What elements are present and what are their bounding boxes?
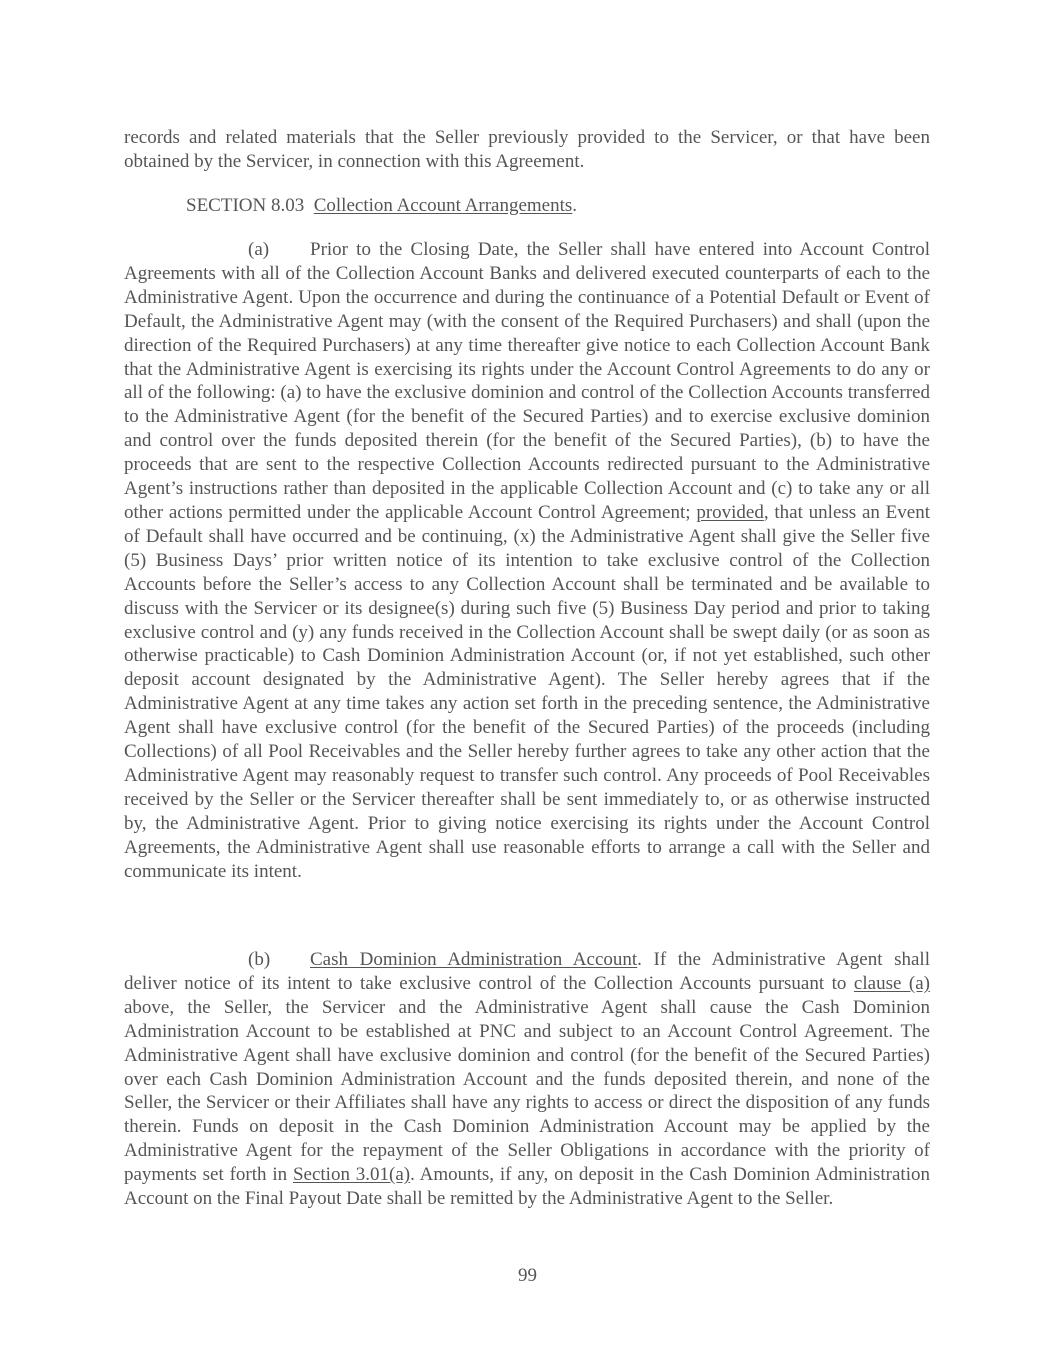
paragraph-b-heading: Cash Dominion Administration Account xyxy=(310,949,638,970)
paragraph-a-label: (a) xyxy=(248,239,270,260)
intro-paragraph: records and related materials that the Seller previously provided to the Servicer, or that have been obtained by the Servicer, in connection with this Agreement. xyxy=(124,127,930,172)
section-heading xyxy=(186,194,577,218)
paragraph-b-text-1: . If the Administrative Agent shall deliver notice of its intent to take exclusive control of the Collection Accounts pursuant to xyxy=(124,949,930,994)
section-3-01-a-reference: Section 3.01(a) xyxy=(292,1164,411,1186)
paragraph-a-text-1: Prior to the Closing Date, the Seller shall have entered into Account Control Agreements with all of the Collection Account Banks and delivered executed counterparts of each to the Administrative Agent. Upon the occurrence and during the continuance of a Potential Default or Event of Default, the Administrative Agent may (with the consent of the Required Purchasers) and shall (upon the direction of the Required Purchasers) at any time thereafter give notice to each Collection Account Bank that the Administrative Agent is exercising its rights under the Account Control Agreements to do any or all of the following: (a) to have the exclusive dominion and control of the Collection Accounts transferred to the Administrative Agent (for the benefit of the Secured Parties) and to exercise exclusive dominion and control over the funds deposited therein (for the benefit of the Secured Parties), (b) to have the proceeds that are sent to the respective Collection Accounts redirected pursuant to the Administrative Agent’s instructions rather than deposited in the applicable Collection Account and (c) to take any or all other actions permitted under the applicable Account Control Agreement; xyxy=(124,239,930,523)
section-title: Collection Account Arrangements xyxy=(313,195,573,216)
paragraph-b-label: (b) xyxy=(248,949,271,970)
paragraph-a xyxy=(124,238,930,883)
paragraph-a-text-2: , that unless an Event of Default shall have occurred and be continuing, (x) the Administrative Agent shall give the Seller five (5) Business Days’ prior written notice of its intention to take exclusive control of the Collection Accounts before the Seller’s access to any Collection Account shall be terminated and be available to discuss with the Servicer or its designee(s) during such five (5) Business Day period and prior to taking exclusive control and (y) any funds received in the Collection Account shall be swept daily (or as soon as otherwise practicable) to Cash Dominion Administration Account (or, if not yet established, such other deposit account designated by the Administrative Agent). The Seller hereby agrees that if the Administrative Agent at any time takes any action set forth in the preceding sentence, the Administrative Agent shall have exclusive control (for the benefit of the Secured Parties) of the proceeds (including Collections) of all Pool Receivables and the Seller hereby further agrees to take any other action that the Administrative Agent may reasonably request to transfer such control. Any proceeds of Pool Receivables received by the Seller or the Servicer thereafter shall be sent immediately to, or as otherwise instructed by, the Administrative Agent. Prior to giving notice exercising its rights under the Account Control Agreements, the Administrative Agent shall use reasonable efforts to arrange a call with the Seller and communicate its intent. xyxy=(124,501,931,882)
provided-term: provided xyxy=(696,501,764,523)
paragraph-b xyxy=(124,948,930,1211)
paragraph-b-text-2: above, the Seller, the Servicer and the Administrative Agent shall cause the Cash Dominion Administration Account to be established at PNC and subject to an Account Control Agreement. The Administrative Agent shall have exclusive dominion and control (for the benefit of the Secured Parties) over each Cash Dominion Administration Account and the funds deposited therein, and none of the Seller, the Servicer or their Affiliates shall have any rights to access or direct the disposition of any funds therein. Funds on deposit in the Cash Dominion Administration Account may be applied by the Administrative Agent for the repayment of the Seller Obligations in accordance with the priority of payments set forth in xyxy=(124,996,930,1186)
clause-a-reference: clause (a) xyxy=(853,972,930,994)
section-title-suffix: . xyxy=(572,195,578,216)
section-number: SECTION 8.03 xyxy=(186,195,305,216)
page-number: 99 xyxy=(518,1265,537,1286)
paragraph-b-text-3: . Amounts, if any, on deposit in the Cash Dominion Administration Account on the Final Payout Date shall be remitted by the Administrative Agent to the Seller. xyxy=(124,1164,930,1210)
